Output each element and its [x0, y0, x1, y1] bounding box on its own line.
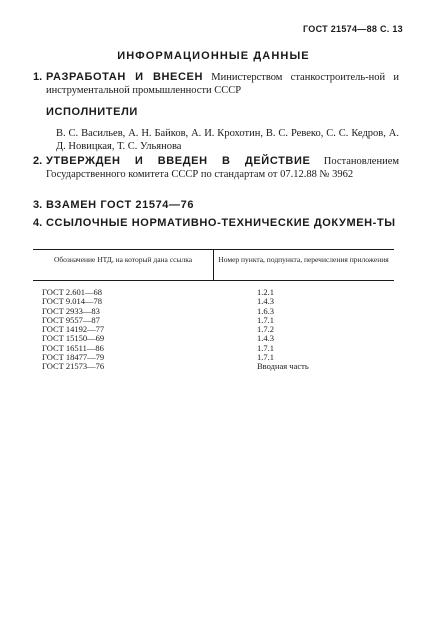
item-heading: РАЗРАБОТАН И ВНЕСЕН [46, 71, 203, 83]
info-item-4 [33, 217, 399, 230]
cell-clause: 1.7.1 [257, 314, 274, 325]
item-number: 1. [33, 71, 43, 83]
table-row [0, 362, 427, 371]
item-heading: ВЗАМЕН ГОСТ 21574—76 [46, 199, 195, 211]
item-text: Постановлением Государственного комитета СССР по стандартам от 07.12.88 № 3962 [46, 156, 400, 180]
cell-document: ГОСТ 21573—76 [42, 361, 105, 372]
cell-clause: 1.7.2 [257, 324, 274, 335]
cell-clause: 1.7.1 [257, 352, 274, 363]
table-header-clause: Номер пункта, подпункта, перечисления приложения [218, 255, 389, 264]
cell-clause: 1.2.1 [257, 287, 274, 297]
item-number: 2. [33, 155, 43, 167]
info-item-1 [33, 71, 399, 97]
item-heading: ССЫЛОЧНЫЕ НОРМАТИВНО-ТЕХНИЧЕСКИЕ ДОКУМЕН-ТЫ [46, 217, 396, 229]
cell-clause: 1.4.3 [257, 296, 274, 307]
cell-document: ГОСТ 2.601—68 [42, 287, 103, 297]
cell-document: ГОСТ 9557—87 [42, 314, 100, 325]
cell-document: ГОСТ 16511—86 [42, 342, 104, 353]
executors-heading: ИСПОЛНИТЕЛИ [46, 106, 138, 118]
cell-document: ГОСТ 9.014—78 [42, 296, 103, 307]
cell-document: ГОСТ 14192—77 [42, 324, 105, 335]
cell-clause: 1.7.1 [257, 342, 274, 353]
executors-list: В. С. Васильев, А. Н. Байков, А. И. Крохотин, В. С. Ревеко, С. С. Кедров, А. Д. Новицкая, Т. С. Ульянова [56, 128, 399, 152]
item-number: 3. [33, 199, 43, 211]
page-title: ИНФОРМАЦИОННЫЕ ДАННЫЕ [117, 50, 310, 62]
cell-clause: 1.6.3 [257, 305, 274, 316]
info-item-2 [33, 155, 399, 181]
cell-document: ГОСТ 15150—69 [42, 333, 105, 344]
item-number: 4. [33, 217, 43, 229]
running-head: ГОСТ 21574—88 С. 13 [302, 24, 403, 34]
cell-document: ГОСТ 18477—79 [42, 352, 105, 363]
item-heading: УТВЕРЖДЕН И ВВЕДЕН В ДЕЙСТВИЕ [46, 155, 311, 167]
cell-document: ГОСТ 2933—83 [42, 305, 100, 316]
item-text: Министерством станкостроитель-ной и инструментальной промышленности СССР [46, 72, 400, 96]
table-header-document: Обозначение НТД, на который дана ссылка [53, 255, 193, 264]
info-item-3 [33, 199, 399, 212]
cell-clause: Вводная часть [257, 361, 309, 372]
cell-clause: 1.4.3 [257, 333, 274, 344]
table-column-divider [213, 249, 214, 280]
table-header-rule [33, 280, 394, 281]
reference-table-body [0, 288, 427, 372]
